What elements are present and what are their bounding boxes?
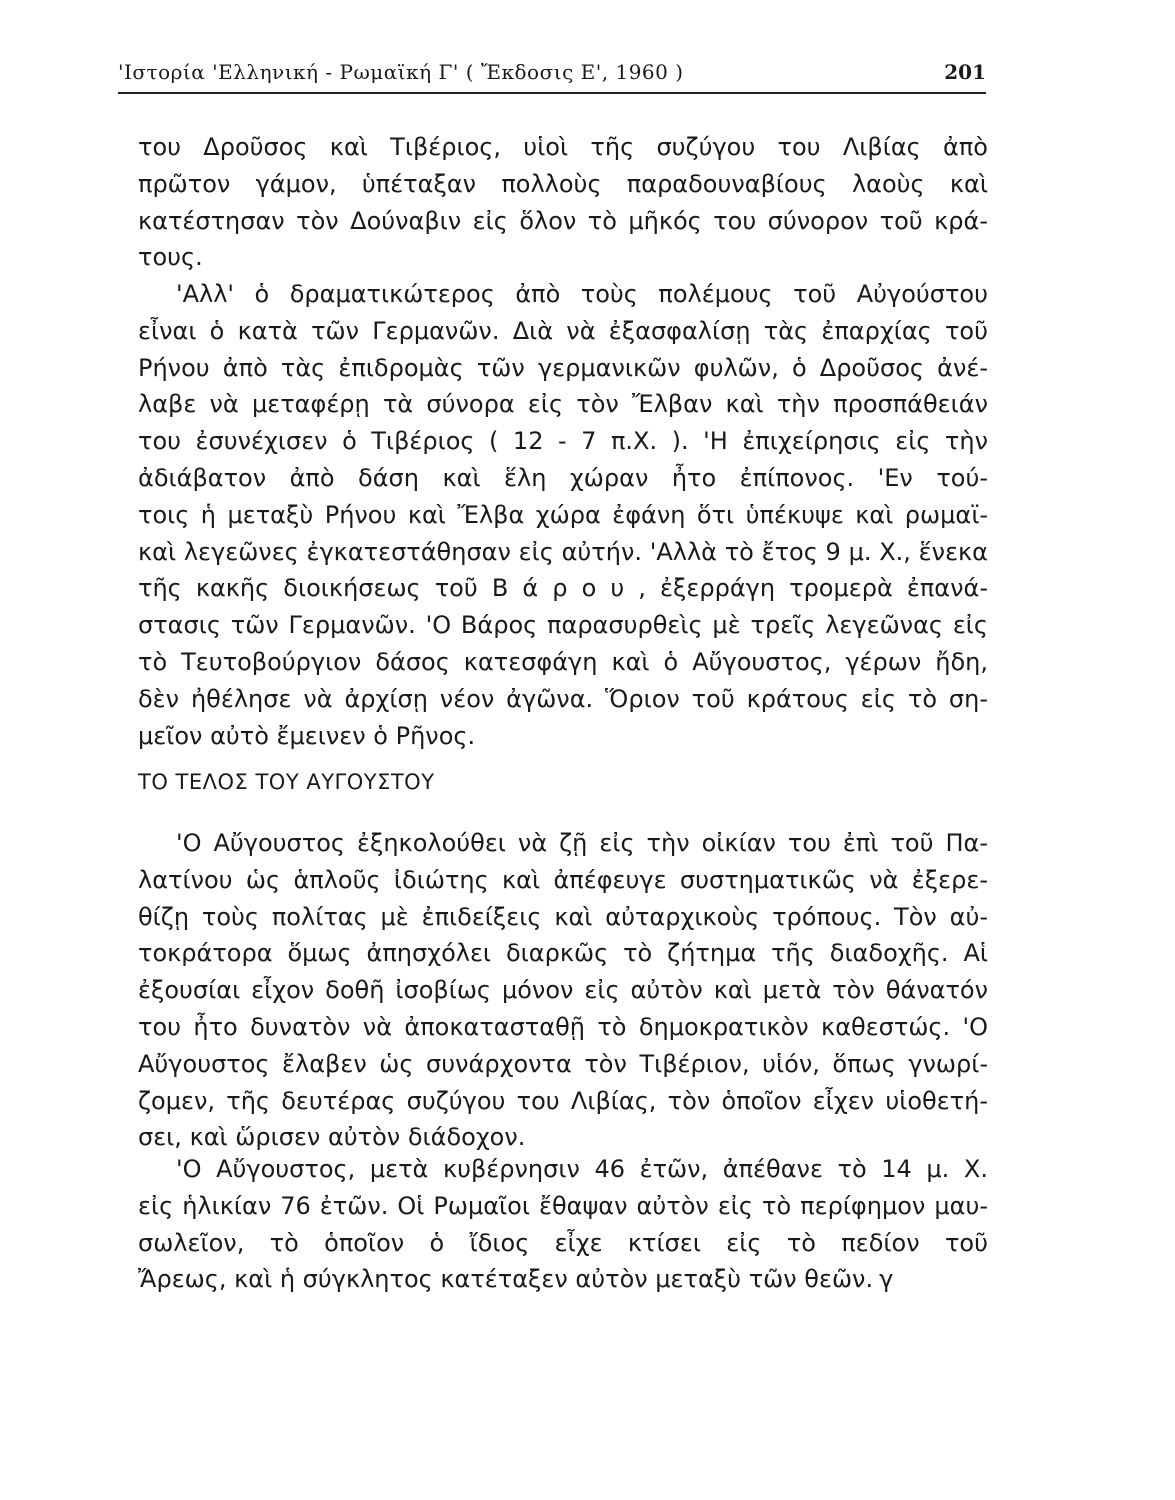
final-sentence: Ἄρεως, καὶ ἡ σύγκλητος κατέταξεν αὐτὸν μεταξὺ τῶν θεῶν. — [138, 1265, 874, 1294]
end-mark: γ — [879, 1265, 894, 1294]
text-line: του ἦτο δυνατὸν νὰ ἀποκατασταθῇ τὸ δημοκρατικὸν καθεστώς. 'Ο — [138, 1012, 988, 1041]
text-line: τους. — [138, 243, 203, 272]
paragraph-3 — [138, 825, 988, 1156]
text-line: του ἐσυνέχισεν ὁ Τιβέριος ( 12 - 7 π.Χ. ). 'Η ἐπιχείρησις εἰς τὴν — [138, 427, 988, 456]
page-header — [118, 60, 986, 94]
paragraph-4 — [138, 1151, 988, 1298]
text-line: λαβε νὰ μεταφέρῃ τὰ σύνορα εἰς τὸν Ἔλβαν καὶ τὴν προσπάθειάν — [138, 390, 988, 419]
text-line: εἰς ἡλικίαν 76 ἐτῶν. Οἱ Ρωμαῖοι ἔθαψαν αὐτὸν εἰς τὸ περίφημον μαυ- — [138, 1191, 988, 1220]
text-line: τοκράτορα ὅμως ἀπησχόλει διαρκῶς τὸ ζήτημα τῆς διαδοχῆς. Αἱ — [138, 939, 988, 968]
text-line: τοις ἡ μεταξὺ Ρήνου καὶ Ἔλβα χώρα ἐφάνη ὅτι ὑπέκυψε καὶ ρωμαϊ- — [138, 500, 988, 529]
text-line: πρῶτον γάμον, ὑπέταξαν πολλοὺς παραδουναβίους λαοὺς καὶ — [138, 169, 988, 198]
text-line: Αὔγουστος ἔλαβεν ὡς συνάρχοντα τὸν Τιβέριον, υἱόν, ὅπως γνωρί- — [138, 1049, 988, 1078]
text-line: 'Ο Αὔγουστος ἐξηκολούθει νὰ ζῇ εἰς τὴν οἰκίαν του ἐπὶ τοῦ Πα- — [176, 829, 988, 857]
text-line: μεῖον αὐτὸ ἔμεινεν ὁ Ρῆνος. — [138, 721, 476, 750]
text-line: στασις τῶν Γερμανῶν. 'Ο Βάρος παρασυρθεὶς μὲ τρεῖς λεγεῶνας εἰς — [138, 611, 988, 640]
text-line: λατίνου ὡς ἁπλοῦς ἰδιώτης καὶ ἀπέφευγε συστηματικῶς νὰ ἐξερε- — [138, 865, 988, 894]
text-line: δὲν ἠθέλησε νὰ ἀρχίσῃ νέον ἀγῶνα. Ὅριον τοῦ κράτους εἰς τὸ ση- — [138, 684, 988, 713]
text-line: τῆς κακῆς διοικήσεως τοῦ Β ά ρ ο υ , ἐξερράγη τρομερὰ ἐπανά- — [138, 574, 988, 603]
running-head: 'Ιστορία 'Ελληνική - Ρωμαϊκή Γ' ( Ἔκδοσις Ε', 1960 ) — [118, 60, 684, 84]
text-line: 'Αλλ' ὁ δραματικώτερος ἀπὸ τοὺς πολέμους τοῦ Αὐγούστου — [176, 280, 988, 308]
text-line: θίζῃ τοὺς πολίτας μὲ ἐπιδείξεις καὶ αὐταρχικοὺς τρόπους. Τὸν αὐ- — [138, 902, 988, 931]
text-line: κατέστησαν τὸν Δούναβιν εἰς ὅλον τὸ μῆκός του σύνορον τοῦ κρά- — [138, 206, 988, 235]
text-line-final — [138, 1261, 988, 1298]
text-line: σωλεῖον, τὸ ὁποῖον ὁ ἴδιος εἶχε κτίσει εἰς τὸ πεδίον τοῦ — [138, 1228, 988, 1257]
section-heading: ΤΟ ΤΕΛΟΣ ΤΟΥ ΑΥΓΟΥΣΤΟΥ — [138, 770, 435, 794]
text-line: σει, καὶ ὥρισεν αὐτὸν διάδοχον. — [138, 1123, 526, 1152]
page-number: 201 — [944, 60, 986, 84]
text-line: τὸ Τευτοβούργιον δάσος κατεσφάγη καὶ ὁ Αὔγουστος, γέρων ἤδη, — [138, 647, 988, 676]
text-line: ζομεν, τῆς δευτέρας συζύγου του Λιβίας, τὸν ὁποῖον εἶχεν υἱοθετή- — [138, 1086, 988, 1115]
text-line: του Δροῦσος καὶ Τιβέριος, υἱοὶ τῆς συζύγου του Λιβίας ἀπὸ — [138, 133, 988, 161]
paragraph-2 — [138, 276, 988, 754]
text-line: Ρήνου ἀπὸ τὰς ἐπιδρομὰς τῶν γερμανικῶν φυλῶν, ὁ Δροῦσος ἀνέ- — [138, 353, 988, 382]
paragraph-1 — [138, 129, 988, 276]
text-line: καὶ λεγεῶνες ἐγκατεστάθησαν εἰς αὐτήν. 'Αλλὰ τὸ ἔτος 9 μ. Χ., ἕνεκα — [138, 537, 988, 566]
text-line: ἀδιάβατον ἀπὸ δάση καὶ ἕλη χώραν ἦτο ἐπίπονος. 'Εν τού- — [138, 463, 988, 492]
text-line: εἶναι ὁ κατὰ τῶν Γερμανῶν. Διὰ νὰ ἐξασφαλίσῃ τὰς ἐπαρχίας τοῦ — [138, 316, 988, 345]
text-line: ἐξουσίαι εἶχον δοθῆ ἰσοβίως μόνον εἰς αὐτὸν καὶ μετὰ τὸν θάνατόν — [138, 976, 988, 1005]
text-line: 'Ο Αὔγουστος, μετὰ κυβέρνησιν 46 ἐτῶν, ἀπέθανε τὸ 14 μ. Χ. — [176, 1155, 988, 1183]
